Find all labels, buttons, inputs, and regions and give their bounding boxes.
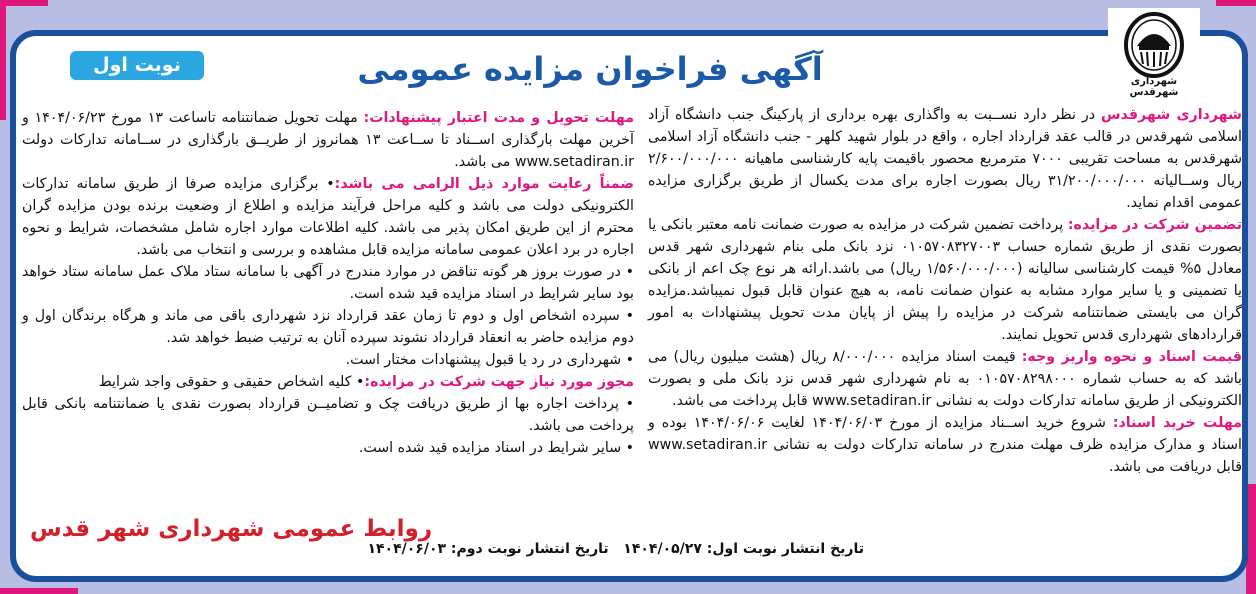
paragraph <box>22 107 634 173</box>
bullet-item <box>22 349 634 371</box>
right-column <box>648 104 1242 478</box>
paragraph-text: • سایر شرایط در اسناد مزایده قید شده است. <box>358 440 634 456</box>
paragraph-heading: ضمناً رعایت موارد ذیل الزامی می باشد: <box>334 176 634 192</box>
paragraph-text: • برگزاری مزایده صرفا از طریق سامانه تدارکات الکترونیکی دولت می باشد و کلیه مراحل فرآیند مزایده و اطلاع از وضعیت برنده بودن مزایده گران محترم از این طریق امکان پذیر می باشد. کلیه اطلاعات موارد اجاره شامل مشخصات، شرایط و نحوه اجاره در برد اعلان عمومی سامانه مزایده قابل مشاهده و بررسی و انتخاب می باشد. <box>22 176 634 258</box>
paragraph-text: پرداخت تضمین شرکت در مزایده به صورت ضمانت نامه معتبر بانکی یا بصورت نقدی از طریق شماره حساب ۰۱۰۵۷۰۸۳۲۷۰۰۳ نزد بانک ملی بنام شهرداری شهر قدس معادل ۵% قیمت کارشناسی سالیانه (۱/۵۶۰/۰۰۰/۰۰۰ ریال) می باشد.ارائه هر نوع چک اعم از بانکی یا تضمینی و یا سایر موارد مشابه به عنوان ضمانت نامه، به هیچ عنوان قابل قبول نمیباشد.مزایده گران می بایستی ضمانتنامه شرکت در مزایده را پیش از پایان مدت تحویل پیشنهادات به امور قراردادهای شهرداری قدس تحویل نمایند. <box>648 217 1242 343</box>
paragraph-text: مهلت تحویل ضمانتنامه تاساعت ۱۳ مورخ ۱۴۰۴/۰۶/۲۳ و آخرین مهلت بارگذاری اســناد تا ســاعت ۱۳ همانروز از طریــق بارگذاری در ســامانه تدارکات دولت www.setadiran.ir می باشد. <box>22 110 634 170</box>
bullet-item <box>22 261 634 305</box>
paragraph-text: • سپرده اشخاص اول و دوم تا زمان عقد قرارداد نزد شهرداری باقی می ماند و هرگاه برندگان اول و دوم مزایده حاضر به انعقاد قرارداد نشوند سپرده آنان به ترتیب ضبط خواهد شد. <box>22 308 634 346</box>
corner-accent <box>0 0 48 6</box>
paragraph-heading: مجوز مورد نیاز جهت شرکت در مزایده: <box>364 374 634 390</box>
paragraph <box>22 371 634 393</box>
paragraph <box>648 214 1242 346</box>
paragraph <box>648 346 1242 412</box>
bullet-item <box>22 437 634 459</box>
bullet-item <box>22 305 634 349</box>
public-relations-signature: روابط عمومی شهرداری شهر قدس <box>30 516 433 542</box>
paragraph-heading: قیمت اسناد و نحوه واریز وجه: <box>1021 349 1242 365</box>
paragraph-text: شروع خرید اســناد مزایده از مورخ ۱۴۰۴/۰۶/۰۳ لغایت ۱۴۰۴/۰۶/۰۶ بوده و اسناد و مدارک مزایده ظرف مهلت مندرج در سامانه تدارکات دولت به نشانی www.setadiran.ir قابل دریافت می باشد. <box>648 415 1242 475</box>
first-round-badge: نوبت اول <box>70 51 204 80</box>
corner-accent <box>1216 0 1256 6</box>
paragraph-text: • پرداخت اجاره بها از طریق دریافت چک و تضامیــن قرارداد بصورت نقدی یا ضمانتنامه بانکی قابل پرداخت می باشد. <box>22 396 634 434</box>
second-publish-date: تاریخ انتشار نوبت دوم: ۱۴۰۴/۰۶/۰۳ <box>367 541 609 557</box>
emblem-icon <box>1123 12 1185 78</box>
paragraph <box>22 173 634 261</box>
paragraph-heading: مهلت خرید اسناد: <box>1112 415 1243 431</box>
paragraph-text: • شهرداری در رد یا قبول پیشنهادات مختار است. <box>345 352 634 368</box>
paragraph-text: • کلیه اشخاص حقیقی و حقوقی واجد شرایط <box>98 374 365 390</box>
paragraph-text: • در صورت بروز هر گونه تناقض در موارد مندرج در آگهی با سامانه ستاد ملاک عمل سامانه ستاد خواهد بود سایر شرایط در اسناد مزایده قید شده است. <box>22 264 634 302</box>
first-publish-date: تاریخ انتشار نوبت اول: ۱۴۰۴/۰۵/۲۷ <box>623 541 864 557</box>
paragraph-heading: مهلت تحویل و مدت اعتبار پیشنهادات: <box>363 110 634 126</box>
paragraph-text: قیمت اسناد مزایده ۸/۰۰۰/۰۰۰ ریال (هشت میلیون ریال) می باشد که به حساب شماره ۰۱۰۵۷۰۸۲۹۸۰۰۰ به نام شهرداری شهر قدس نزد بانک ملی و بصورت الکترونیکی از طریق سامانه تدارکات دولت به نشانی www.setadiran.ir قابل پرداخت می باشد. <box>648 349 1243 409</box>
municipality-logo <box>1108 8 1200 100</box>
page-title: آگهی فراخوان مزایده عمومی <box>357 50 823 88</box>
bullet-item <box>22 393 634 437</box>
corner-accent <box>0 0 6 120</box>
paragraph-heading: تضمین شرکت در مزایده: <box>1067 217 1242 233</box>
paragraph-text: در نظر دارد نســبت به واگذاری بهره برداری از پارکینگ جنب دانشگاه آزاد اسلامی شهرقدس در قالب عقد قرارداد اجاره ، واقع در بلوار شهید کلهر - جنب دانشگاه آزاد اسلامی شهرقدس به مساحت تقریبی ۷۰۰۰ مترمربع محصور باقیمت پایه کارشناسی ماهیانه ۲/۶۰۰/۰۰۰/۰۰۰ ریال وســالیانه ۳۱/۲۰۰/۰۰۰/۰۰۰ ریال بصورت اجاره برای مدت یکسال از طریق برگزاری مزایده عمومی اقدام نماید. <box>648 107 1243 211</box>
paragraph-heading: شهرداری شهرقدس <box>1100 107 1242 123</box>
corner-accent <box>0 588 78 594</box>
publish-dates <box>367 541 864 557</box>
left-column <box>22 107 634 459</box>
org-name: شهرداری شهرقدس <box>1129 76 1179 98</box>
paragraph <box>648 412 1242 478</box>
paragraph <box>648 104 1242 214</box>
